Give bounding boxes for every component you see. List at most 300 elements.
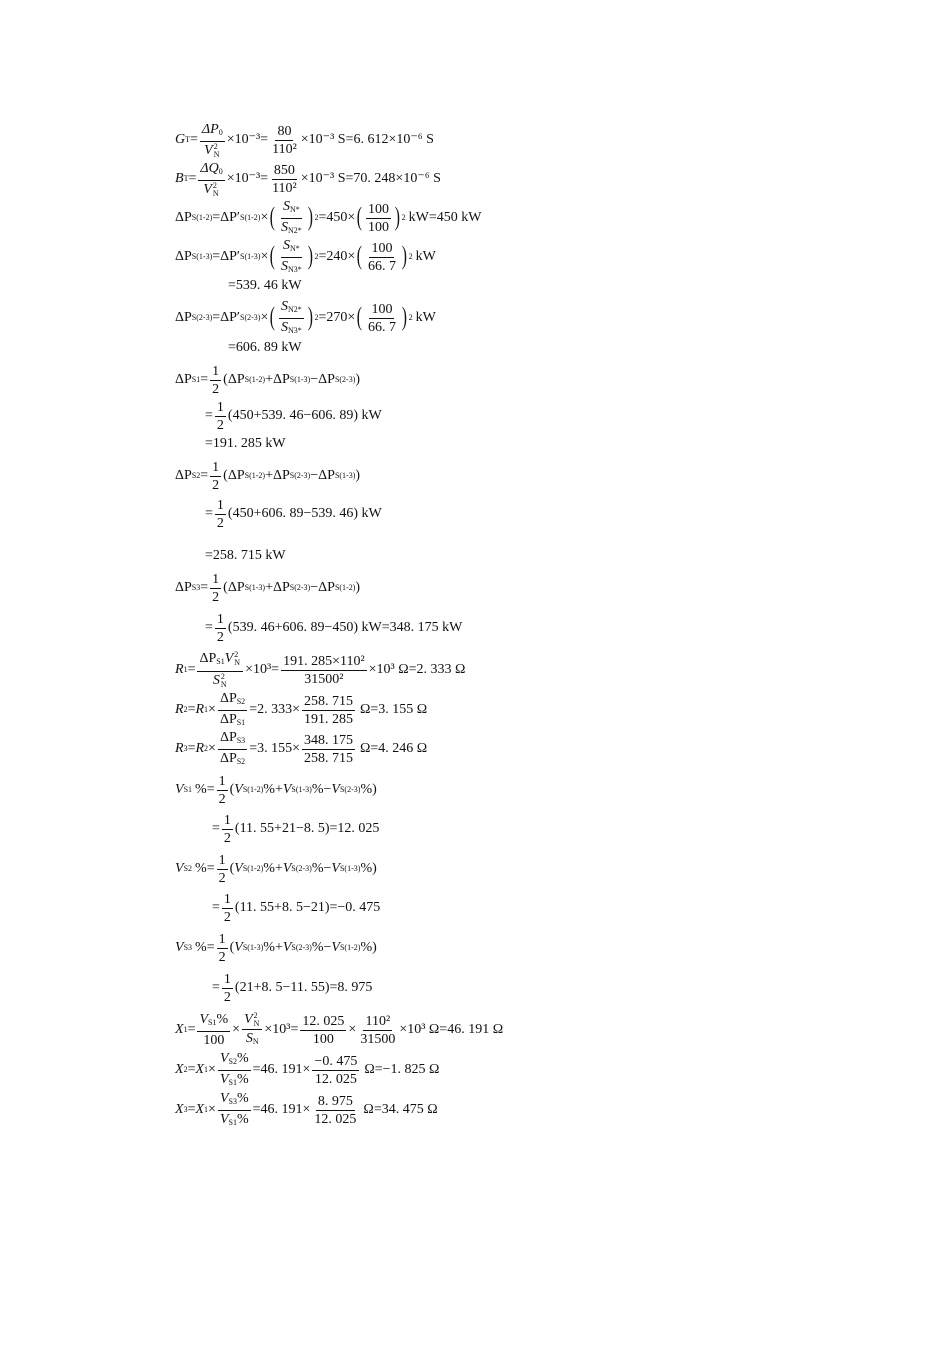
frac-num: 1 [223, 971, 231, 987]
frac-den: 2 [216, 515, 224, 531]
eq-rhs-sub: S(1-2) [240, 213, 261, 222]
term-sub: 1 [204, 1105, 209, 1114]
times-sign: × [348, 1022, 357, 1037]
frac-num: S [283, 198, 291, 214]
term-sub: S(1-3) [289, 375, 311, 384]
percent-sign: % [236, 1071, 249, 1087]
frac-den: 2 [218, 870, 226, 886]
percent-sign: % [195, 861, 207, 876]
fraction-half [222, 813, 233, 846]
eq-expression: (450+606. 89−539. 46) kW [227, 506, 382, 521]
equation-ps3-step [205, 606, 462, 650]
eq-sign: = [206, 940, 215, 955]
term-sub: S(2-3) [289, 583, 311, 592]
eq-lhs-sub: T [183, 174, 189, 183]
frac-den-sub: N [252, 1036, 259, 1046]
frac-num: 1 [216, 399, 224, 415]
eq-sign: = [187, 662, 196, 677]
frac-num-sub: S3 [236, 735, 246, 745]
eq-sign: = [190, 132, 198, 147]
frac-den: ΔP [219, 750, 237, 766]
frac-num: 110² [365, 1013, 391, 1029]
fraction-half [217, 932, 228, 965]
frac-num: −0. 475 [314, 1053, 358, 1069]
eq-lhs: V [175, 861, 184, 876]
fraction [300, 1014, 346, 1047]
term: ΔP [227, 372, 245, 387]
frac-den-sub: S1 [228, 1077, 237, 1087]
frac-num-sub: N2* [288, 304, 302, 314]
frac-num: V [244, 1011, 253, 1027]
eq-result: ×10³ Ω=2. 333 Ω [368, 662, 466, 677]
frac-den: 2 [223, 909, 231, 925]
paren-left: ( [229, 940, 235, 955]
frac-num-sub: N* [290, 243, 300, 253]
frac-num: 1 [223, 891, 231, 907]
frac-den: 110² [272, 180, 297, 196]
eq-lhs: X [175, 1102, 184, 1117]
frac-num: 348. 175 [303, 732, 353, 748]
operator: − [310, 372, 319, 387]
eq-result: kW=450 kW [408, 210, 482, 225]
frac-num: V [199, 1012, 209, 1027]
eq-rhs-sub: S(1-3) [240, 252, 261, 261]
paren-left: ( [270, 241, 276, 270]
frac-den: V [219, 1071, 229, 1087]
term: V [234, 782, 243, 797]
term-sub: S(2-3) [289, 471, 311, 480]
frac-den: 31500² [304, 671, 344, 687]
eq-sign: = [205, 408, 213, 423]
eq-sign: = [200, 580, 209, 595]
fraction [200, 122, 225, 159]
operator: %− [311, 861, 332, 876]
eq-mid: =450× [318, 210, 356, 225]
equation-x1 [175, 1008, 503, 1052]
frac-num: 12. 025 [302, 1013, 345, 1029]
equation-ps23 [175, 296, 436, 340]
equation-v3 [175, 926, 377, 970]
frac-num: 1 [218, 931, 226, 947]
frac-num: ΔP [199, 651, 217, 667]
frac-num: 1 [218, 852, 226, 868]
paren-right: ) [355, 372, 361, 387]
frac-den-sub: N [220, 679, 227, 689]
frac-den: S [281, 258, 289, 274]
eq-sign: = [212, 980, 220, 995]
eq-sign: = [206, 861, 215, 876]
frac-den-sup: 2 [213, 141, 218, 151]
eq-lhs: ΔP [175, 249, 192, 264]
eq-expression: (21+8. 5−11. 55)=8. 975 [234, 980, 373, 995]
fraction [242, 1012, 262, 1049]
frac-num-sub: S3 [228, 1096, 237, 1106]
term: ΔP [272, 580, 290, 595]
equation-v1 [175, 768, 377, 812]
paren-right: ) [307, 202, 313, 231]
frac-num-sub: 0 [218, 127, 223, 137]
frac-den-sub: S1 [236, 717, 246, 727]
frac-num: 100 [371, 301, 393, 317]
frac-den: 2 [218, 949, 226, 965]
exponent: 2 [314, 313, 319, 322]
term-sub: S(1-2) [334, 583, 356, 592]
eq-lhs-sub: 3 [183, 1105, 188, 1114]
eq-lhs-sub: T [185, 135, 191, 144]
times-sign: × [208, 741, 216, 756]
percent-sign: % [195, 782, 207, 797]
equation-ps23-result: =606. 89 kW [228, 340, 302, 355]
frac-den-sup: 2 [220, 671, 225, 681]
eq-lhs-sub: 2 [183, 705, 188, 714]
frac-den: 2 [218, 791, 226, 807]
frac-den: 100 [312, 1031, 334, 1047]
frac-den: 2 [212, 477, 220, 493]
equation-v1-result [212, 807, 379, 851]
fraction [281, 654, 367, 687]
term: ΔP [272, 372, 290, 387]
frac-den: S [212, 672, 220, 688]
percent-sign: % [236, 1050, 249, 1066]
exponent: 2 [401, 213, 406, 222]
eq-rhs-sub: S(2-3) [240, 313, 261, 322]
percent-sign: % [236, 1090, 249, 1106]
frac-den: V [219, 1111, 229, 1127]
frac-den: 12. 025 [314, 1071, 357, 1087]
eq-lhs-sub: S2 [183, 864, 193, 873]
frac-num-sub: N* [290, 204, 300, 214]
eq-lhs-sub: S3 [191, 583, 201, 592]
fraction [312, 1094, 358, 1127]
equation-v2 [175, 847, 377, 891]
frac-num: S [283, 237, 291, 253]
frac-num: V [219, 1050, 229, 1066]
fraction [197, 651, 243, 688]
paren-right: ) [307, 241, 313, 270]
equation-v2-result [212, 886, 380, 930]
term: ΔP [318, 372, 335, 387]
frac-den-sub: N [213, 149, 220, 159]
fraction-half [210, 572, 221, 605]
equation-x2 [175, 1048, 439, 1092]
fraction [218, 730, 247, 769]
eq-result: kW [415, 310, 436, 325]
term-sub: S(1-3) [339, 864, 361, 873]
frac-num: 1 [212, 363, 220, 379]
eq-sign: = [212, 821, 220, 836]
equation-ps13 [175, 235, 436, 279]
fraction [366, 202, 391, 235]
frac-den: 191. 285 [303, 711, 353, 727]
paren-right: ) [401, 241, 407, 270]
equation-bt [175, 157, 441, 201]
eq-lhs: ΔP [175, 310, 192, 325]
frac-num: 191. 285×110² [283, 653, 365, 669]
times-sign: × [208, 1102, 216, 1117]
eq-result: Ω=34. 475 Ω [363, 1102, 438, 1117]
eq-result: ×10⁻³ S=6. 612×10⁻⁶ S [300, 132, 434, 147]
paren-left: ( [229, 782, 235, 797]
eq-lhs: R [175, 662, 184, 677]
term: V [331, 940, 340, 955]
percent-sign: % [195, 940, 207, 955]
operator: + [265, 372, 273, 387]
operator: − [310, 468, 319, 483]
eq-mid: ×10⁻³= [226, 132, 269, 147]
eq-sign: = [200, 468, 209, 483]
paren-left: ( [270, 202, 276, 231]
paren-left: ( [223, 580, 228, 595]
eq-mid: ×10³= [264, 1022, 299, 1037]
frac-den: 2 [212, 381, 220, 397]
frac-num: 258. 715 [303, 693, 353, 709]
term: V [331, 861, 340, 876]
eq-lhs-sub: 1 [183, 1025, 188, 1034]
eq-expression: (11. 55+8. 5−21)=−0. 475 [234, 900, 381, 915]
times-sign: × [232, 1022, 241, 1037]
eq-lhs: ΔP [175, 372, 192, 387]
eq-sign: = [187, 702, 196, 717]
frac-num: 80 [277, 123, 292, 139]
operator: %− [311, 782, 332, 797]
eq-sign: = [212, 900, 220, 915]
term: R [195, 702, 205, 717]
eq-lhs: V [175, 940, 184, 955]
operator: + [265, 468, 273, 483]
fraction [197, 1012, 230, 1048]
frac-num: 1 [223, 812, 231, 828]
frac-den: V [204, 142, 213, 158]
eq-expression: (450+539. 46−606. 89) kW [227, 408, 382, 423]
frac-num-sub: N [234, 658, 241, 668]
frac-num: 100 [371, 240, 393, 256]
percent-sign: % [236, 1111, 249, 1127]
term: X [195, 1062, 205, 1077]
frac-num-sub: S2 [236, 696, 246, 706]
frac-num-sup: 2 [234, 650, 239, 660]
frac-den: 31500 [360, 1031, 396, 1047]
fraction-half [210, 364, 221, 397]
term: V [234, 940, 243, 955]
fraction [198, 161, 224, 198]
term: ΔP [227, 580, 245, 595]
fraction-half [210, 460, 221, 493]
equation-gt [175, 118, 434, 162]
operator: %) [360, 940, 377, 955]
exponent: 2 [408, 252, 413, 261]
exponent: 2 [314, 252, 319, 261]
fraction-half [217, 774, 228, 807]
fraction [279, 199, 304, 238]
term: ΔP [272, 468, 290, 483]
frac-den-sub: N3* [288, 325, 302, 335]
eq-sign: = [200, 372, 209, 387]
frac-num-sub: S1 [216, 657, 225, 667]
eq-result: kW [415, 249, 436, 264]
paren-left: ( [270, 302, 276, 331]
equation-ps3 [175, 566, 360, 610]
equation-r3 [175, 727, 427, 771]
eq-lhs-sub: 3 [183, 744, 188, 753]
term: V [234, 861, 243, 876]
frac-den: 2 [216, 629, 224, 645]
equation-r2 [175, 688, 427, 732]
eq-result: Ω=−1. 825 Ω [364, 1062, 440, 1077]
term-sub: S(2-3) [291, 864, 312, 873]
eq-mid: ×10³= [245, 662, 280, 677]
operator: %) [360, 782, 377, 797]
paren-right: ) [401, 302, 407, 331]
fraction [302, 694, 355, 727]
eq-expression: (11. 55+21−8. 5)=12. 025 [234, 821, 380, 836]
eq-lhs-sub: S3 [183, 943, 193, 952]
paren-right: ) [307, 302, 313, 331]
eq-sign: = [188, 171, 197, 186]
eq-lhs: R [175, 741, 184, 756]
fraction [270, 124, 299, 157]
fraction [218, 1091, 251, 1130]
term-sub: S(2-3) [339, 785, 361, 794]
eq-lhs: V [175, 782, 184, 797]
times-sign: × [260, 249, 269, 264]
eq-mid: =270× [318, 310, 356, 325]
equation-ps13-result: =539. 46 kW [228, 278, 302, 293]
eq-lhs-sub: 2 [183, 1065, 188, 1074]
paren-left: ( [229, 861, 235, 876]
operator: %− [311, 940, 332, 955]
eq-expression: (539. 46+606. 89−450) kW=348. 175 kW [227, 620, 463, 635]
frac-den: S [281, 319, 289, 335]
term: ΔP [227, 468, 245, 483]
operator: %+ [263, 861, 283, 876]
exponent: 2 [314, 213, 319, 222]
frac-den: S [281, 219, 289, 235]
term: V [282, 940, 292, 955]
frac-den: 12. 025 [314, 1111, 357, 1127]
frac-den-sup: 2 [212, 180, 217, 190]
times-sign: × [260, 210, 269, 225]
frac-num: 100 [367, 201, 389, 217]
fraction-half [217, 853, 228, 886]
term-sub: S(1-3) [334, 471, 356, 480]
frac-den-sub: N2* [288, 225, 302, 235]
paren-left: ( [357, 202, 363, 231]
term-sub: S(1-3) [244, 583, 266, 592]
term-sub: S(1-2) [244, 471, 266, 480]
eq-lhs: R [175, 702, 184, 717]
term-sub: S(1-3) [242, 943, 264, 952]
fraction-half [222, 972, 233, 1005]
eq-lhs-sub: 1 [183, 665, 188, 674]
frac-den: 66. 7 [367, 319, 396, 335]
term: R [195, 741, 205, 756]
equation-r1 [175, 648, 465, 692]
fraction-half [215, 498, 226, 531]
frac-den: ΔP [219, 711, 237, 727]
frac-den: 2 [212, 589, 220, 605]
eq-rhs: =ΔP′ [212, 310, 240, 325]
frac-num: 1 [216, 497, 224, 513]
eq-sign: = [206, 782, 215, 797]
frac-num-sup: 2 [253, 1010, 258, 1020]
frac-num-sub: S1 [208, 1018, 217, 1027]
eq-sign: = [205, 620, 213, 635]
eq-lhs-sub: S(1-3) [191, 252, 213, 261]
term: V [331, 782, 340, 797]
eq-lhs: X [175, 1062, 184, 1077]
fraction-half [215, 612, 226, 645]
eq-mid: =3. 155× [249, 741, 300, 756]
term-sub: S(2-3) [334, 375, 356, 384]
frac-den: 2 [223, 830, 231, 846]
frac-den-sub: S1 [228, 1117, 237, 1127]
frac-num: ΔP [201, 121, 219, 137]
eq-result: ×10⁻³ S=70. 248×10⁻⁶ S [300, 171, 441, 186]
eq-lhs-sub: S(1-2) [191, 213, 213, 222]
fraction [270, 163, 299, 196]
frac-num-sub: 0 [218, 166, 223, 176]
frac-den: 66. 7 [367, 258, 396, 274]
frac-den: 258. 715 [303, 750, 353, 766]
frac-den: 2 [223, 989, 231, 1005]
paren-left: ( [357, 302, 363, 331]
frac-num: V [219, 1090, 229, 1106]
frac-num: V [224, 651, 234, 667]
eq-mid: =240× [318, 249, 356, 264]
equation-x3 [175, 1088, 438, 1132]
fraction [366, 241, 398, 274]
term: V [282, 861, 292, 876]
frac-num: ΔP [219, 690, 237, 706]
term: ΔP [318, 580, 335, 595]
frac-num-sub: N [253, 1018, 260, 1028]
eq-lhs-sub: S2 [191, 471, 201, 480]
frac-num: S [281, 298, 289, 314]
paren-right: ) [355, 468, 361, 483]
eq-lhs: G [175, 132, 186, 147]
frac-den-sub: N3* [288, 264, 302, 274]
frac-num-sub: S2 [228, 1056, 237, 1066]
frac-den: 100 [367, 219, 389, 235]
frac-den: 100 [203, 1033, 225, 1048]
frac-den-sub: S2 [236, 756, 246, 766]
frac-den: V [203, 181, 212, 197]
eq-lhs-sub: S(2-3) [191, 313, 213, 322]
frac-num: ΔQ [200, 160, 219, 176]
eq-result: Ω=3. 155 Ω [359, 702, 428, 717]
eq-lhs-sub: S1 [191, 375, 201, 384]
eq-lhs: X [175, 1022, 184, 1037]
exponent: 2 [408, 313, 413, 322]
term-sub: 1 [204, 1065, 209, 1074]
term-sub: S(1-3) [291, 785, 312, 794]
eq-lhs-sub: S1 [183, 785, 193, 794]
frac-num: 8. 975 [317, 1093, 353, 1109]
frac-den: S [245, 1030, 253, 1046]
eq-lhs: ΔP [175, 468, 192, 483]
fraction [312, 1054, 359, 1087]
fraction [218, 1051, 251, 1090]
paren-left: ( [357, 241, 363, 270]
operator: + [265, 580, 273, 595]
equation-ps1-result: =191. 285 kW [205, 436, 286, 451]
eq-sign: = [187, 1022, 196, 1037]
frac-num: 1 [212, 459, 220, 475]
times-sign: × [208, 1062, 216, 1077]
operator: − [310, 580, 319, 595]
eq-lhs: B [175, 171, 184, 186]
term: V [282, 782, 292, 797]
